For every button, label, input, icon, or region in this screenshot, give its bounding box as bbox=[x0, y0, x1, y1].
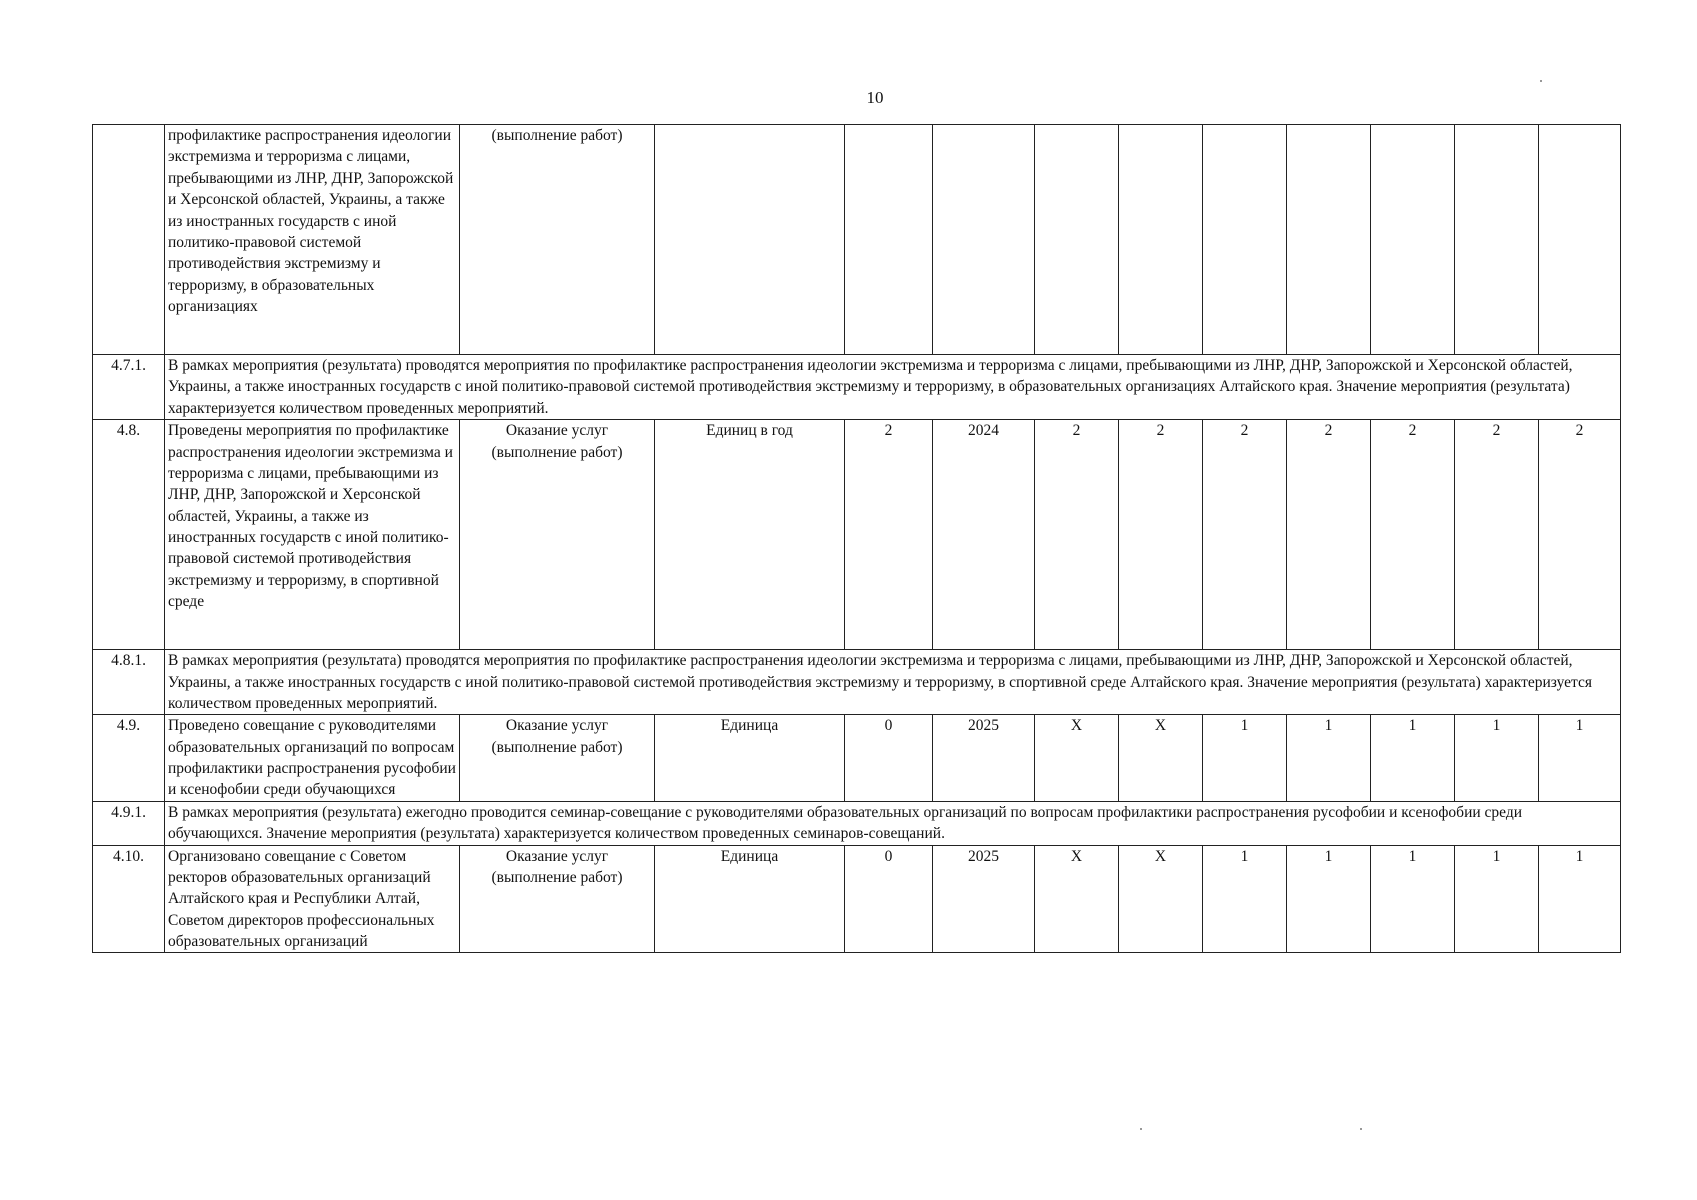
year-value: 2 bbox=[1455, 420, 1539, 650]
measure-type: Оказание услуг (выполнение работ) bbox=[460, 715, 655, 802]
measure-type: (выполнение работ) bbox=[460, 125, 655, 355]
base-value: 2 bbox=[845, 420, 933, 650]
base-year bbox=[933, 125, 1035, 355]
row-number: 4.8. bbox=[93, 420, 165, 650]
year-value bbox=[1203, 125, 1287, 355]
year-value: 2 bbox=[1287, 420, 1371, 650]
year-value: 1 bbox=[1539, 715, 1621, 802]
measure-unit: Единица bbox=[655, 715, 845, 802]
table-row bbox=[93, 801, 1621, 845]
measure-unit: Единиц в год bbox=[655, 420, 845, 650]
table-row bbox=[93, 650, 1621, 715]
table-row bbox=[93, 715, 1621, 802]
year-value: 1 bbox=[1455, 845, 1539, 953]
base-year: 2025 bbox=[933, 845, 1035, 953]
year-value: 1 bbox=[1203, 715, 1287, 802]
scan-speck bbox=[1540, 80, 1542, 82]
row-number: 4.8.1. bbox=[93, 650, 165, 715]
base-value: 0 bbox=[845, 845, 933, 953]
year-value: 1 bbox=[1287, 715, 1371, 802]
year-value: X bbox=[1035, 715, 1119, 802]
base-value bbox=[845, 125, 933, 355]
year-value bbox=[1455, 125, 1539, 355]
year-value: 2 bbox=[1203, 420, 1287, 650]
table-row bbox=[93, 355, 1621, 420]
year-value: 2 bbox=[1371, 420, 1455, 650]
measure-name: Проведены мероприятия по профилактике распространения идеологии экстремизма и терроризма с лицами, пребывающими из ЛНР, ДНР, Запорожской и Херсонской областей, Украины, а также из иностранных государств с иной политико-правовой системой противодействия экстремизму и терроризму, в спортивной среде bbox=[165, 420, 460, 650]
year-value bbox=[1119, 125, 1203, 355]
year-value bbox=[1035, 125, 1119, 355]
table-row bbox=[93, 125, 1621, 355]
year-value bbox=[1287, 125, 1371, 355]
year-value: X bbox=[1035, 845, 1119, 953]
measures-table bbox=[92, 124, 1621, 953]
table-row bbox=[93, 845, 1621, 953]
year-value: 1 bbox=[1203, 845, 1287, 953]
row-number: 4.9. bbox=[93, 715, 165, 802]
year-value: 2 bbox=[1539, 420, 1621, 650]
year-value: 1 bbox=[1455, 715, 1539, 802]
measure-name: профилактике распространения идеологии экстремизма и терроризма с лицами, пребывающими из ЛНР, ДНР, Запорожской и Херсонской областей, Украины, а также из иностранных государств с иной политико-правовой системой противодействия экстремизму и терроризму, в образовательных организациях bbox=[165, 125, 460, 355]
base-value: 0 bbox=[845, 715, 933, 802]
scan-speck bbox=[1140, 1128, 1142, 1130]
measure-unit bbox=[655, 125, 845, 355]
base-year: 2025 bbox=[933, 715, 1035, 802]
table-row bbox=[93, 420, 1621, 650]
year-value: 1 bbox=[1371, 845, 1455, 953]
row-number: 4.10. bbox=[93, 845, 165, 953]
year-value: X bbox=[1119, 845, 1203, 953]
year-value: 2 bbox=[1035, 420, 1119, 650]
measure-type: Оказание услуг (выполнение работ) bbox=[460, 845, 655, 953]
measure-type: Оказание услуг (выполнение работ) bbox=[460, 420, 655, 650]
row-number: 4.9.1. bbox=[93, 801, 165, 845]
row-number: 4.7.1. bbox=[93, 355, 165, 420]
year-value bbox=[1539, 125, 1621, 355]
measure-name: Организовано совещание с Советом ректоров образовательных организаций Алтайского края и Республики Алтай, Советом директоров профессиональных образовательных организаций bbox=[165, 845, 460, 953]
year-value: X bbox=[1119, 715, 1203, 802]
measure-description: В рамках мероприятия (результата) проводятся мероприятия по профилактике распространения идеологии экстремизма и терроризма с лицами, пребывающими из ЛНР, ДНР, Запорожской и Херсонской областей, Украины, а также иностранных государств с иной политико-правовой системой противодействия экстремизму и терроризму, в образовательных организациях Алтайского края. Значение мероприятия (результата) характеризуется количеством проведенных мероприятий. bbox=[165, 355, 1621, 420]
year-value: 1 bbox=[1539, 845, 1621, 953]
year-value: 1 bbox=[1287, 845, 1371, 953]
row-number bbox=[93, 125, 165, 355]
year-value bbox=[1371, 125, 1455, 355]
year-value: 2 bbox=[1119, 420, 1203, 650]
year-value: 1 bbox=[1371, 715, 1455, 802]
page-number: 10 bbox=[866, 88, 884, 107]
scan-speck bbox=[1360, 1128, 1362, 1130]
measure-unit: Единица bbox=[655, 845, 845, 953]
measure-description: В рамках мероприятия (результата) ежегодно проводится семинар-совещание с руководителями образовательных организаций по вопросам профилактики распространения русофобии и ксенофобии среди обучающихся. Значение мероприятия (результата) характеризуется количеством проведенных семинаров-совещаний. bbox=[165, 801, 1621, 845]
measure-name: Проведено совещание с руководителями образовательных организаций по вопросам профилактики распространения русофобии и ксенофобии среди обучающихся bbox=[165, 715, 460, 802]
measure-description: В рамках мероприятия (результата) проводятся мероприятия по профилактике распространения идеологии экстремизма и терроризма с лицами, пребывающими из ЛНР, ДНР, Запорожской и Херсонской областей, Украины, а также иностранных государств с иной политико-правовой системой противодействия экстремизму и терроризму, в спортивной среде Алтайского края. Значение мероприятия (результата) характеризуется количеством проведенных мероприятий. bbox=[165, 650, 1621, 715]
base-year: 2024 bbox=[933, 420, 1035, 650]
